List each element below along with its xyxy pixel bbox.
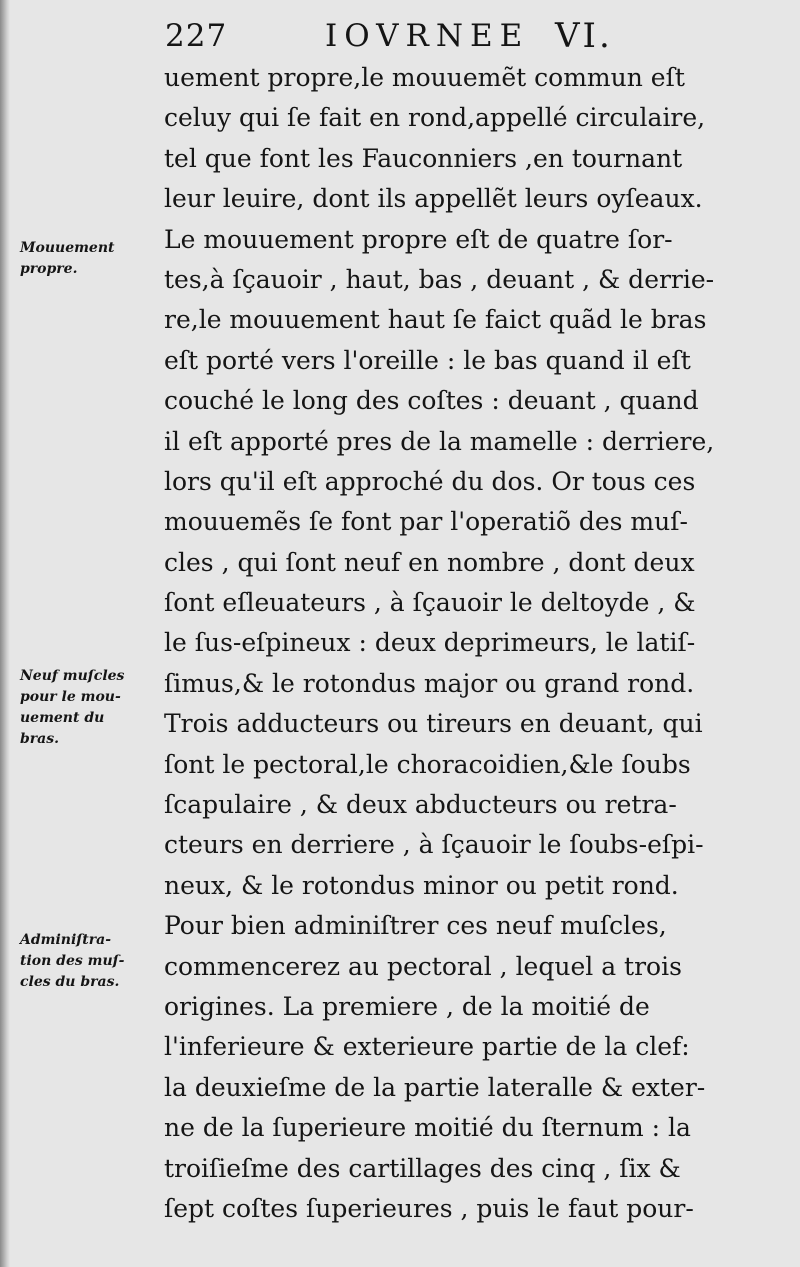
marginal-note-line: Neuf muſcles — [20, 668, 125, 684]
marginal-note-neuf-muscles — [20, 666, 168, 750]
text-line-29: ſept coſtes ſuperieures , puis le faut pour- — [164, 1193, 694, 1223]
marginal-note-line: uement du — [20, 710, 105, 726]
text-line-24: origines. La premiere , de la moitié de — [164, 991, 650, 1021]
marginal-note-line: Mouuement — [20, 240, 115, 256]
text-line-20: cteurs en derriere , à ſçauoir le ſoubs-eſpi- — [164, 830, 704, 860]
running-header — [165, 14, 795, 58]
text-line-27: ne de la ſuperieure moitié du ſternum : la — [164, 1113, 691, 1143]
text-line-5: Le mouuement propre eſt de quatre ſor- — [164, 224, 673, 254]
running-title: IOVRNEE — [325, 18, 530, 54]
marginal-note-line: cles du bras. — [20, 974, 120, 990]
marginal-note-administration — [20, 930, 168, 993]
marginal-note-line: propre. — [20, 261, 78, 277]
body-text — [164, 58, 764, 1229]
text-line-23: commencerez au pectoral , lequel a trois — [164, 951, 682, 981]
marginal-note-mouuement-propre — [20, 238, 168, 280]
text-line-25: l'inferieure & exterieure partie de la clef: — [164, 1032, 690, 1062]
text-line-14: ſont eſleuateurs , à ſçauoir le deltoyde , & — [164, 588, 696, 618]
text-line-26: la deuxieſme de la partie lateralle & exter- — [164, 1072, 706, 1102]
chapter-number: VI. — [555, 16, 613, 56]
text-line-15: le ſus-eſpineux : deux deprimeurs, le latiſ- — [164, 628, 696, 658]
page-gutter-shadow — [0, 0, 10, 1267]
page-number: 227 — [165, 18, 228, 54]
text-line-11: lors qu'il eſt approché du dos. Or tous ces — [164, 466, 696, 496]
text-line-6: tes,à ſçauoir , haut, bas , deuant , & derrie- — [164, 264, 715, 294]
text-line-7: re,le mouuement haut ſe faict quãd le bras — [164, 305, 707, 335]
text-line-10: il eſt apporté pres de la mamelle : derriere, — [164, 426, 715, 456]
marginal-note-line: tion des muſ- — [20, 953, 125, 969]
text-line-4: leur leuire, dont ils appellẽt leurs oyſeaux. — [164, 184, 703, 214]
text-line-21: neux, & le rotondus minor ou petit rond. — [164, 870, 679, 900]
text-line-19: ſcapulaire , & deux abducteurs ou retra- — [164, 790, 677, 820]
text-line-9: couché le long des coſtes : deuant , quand — [164, 386, 699, 416]
marginal-note-line: pour le mou- — [20, 689, 121, 705]
text-line-28: troiſieſme des cartillages des cinq , ſix & — [164, 1153, 681, 1183]
text-line-17: Trois adducteurs ou tireurs en deuant, qui — [164, 709, 703, 739]
text-line-13: cles , qui ſont neuf en nombre , dont deux — [164, 547, 695, 577]
text-line-12: mouuemẽs ſe font par l'operatiõ des muſ- — [164, 507, 688, 537]
text-line-22: Pour bien adminiſtrer ces neuf muſcles, — [164, 911, 667, 941]
text-line-8: eſt porté vers l'oreille : le bas quand il eſt — [164, 345, 691, 375]
text-line-3: tel que font les Fauconniers ,en tournant — [164, 143, 683, 173]
text-line-1: uement propre,le mouuemẽt commun eſt — [164, 63, 685, 92]
marginal-note-line: bras. — [20, 731, 59, 747]
text-line-16: ſimus,& le rotondus major ou grand rond. — [164, 668, 695, 698]
marginal-note-line: Adminiſtra- — [20, 932, 112, 948]
text-line-2: celuy qui ſe fait en rond,appellé circulaire, — [164, 103, 706, 133]
text-line-18: ſont le pectoral,le choracoidien,&le ſoubs — [164, 749, 691, 779]
